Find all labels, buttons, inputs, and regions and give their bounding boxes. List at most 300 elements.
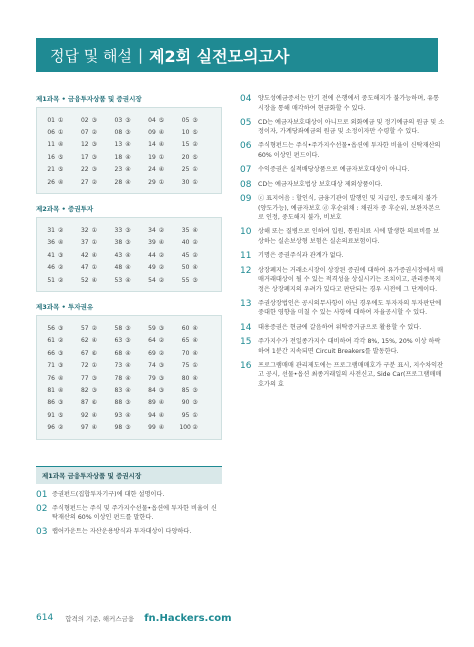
- question-number: 32: [80, 227, 89, 235]
- answer-cell: [79, 362, 113, 369]
- question-number: 64: [148, 337, 156, 345]
- answer-choice: ⑤: [58, 153, 64, 161]
- answer-choice: ②: [58, 424, 64, 432]
- question-number: 36: [47, 239, 55, 247]
- answer-cell: [179, 424, 213, 431]
- answer-row: [45, 384, 213, 396]
- answer-cell: [146, 129, 180, 136]
- answer-cell: [79, 252, 113, 259]
- answer-row: [45, 237, 213, 249]
- answer-choice: ④: [158, 424, 165, 432]
- question-number: 89: [148, 399, 156, 407]
- question-number: 46: [47, 264, 55, 272]
- question-number: 41: [47, 251, 55, 259]
- answer-choice: ④: [158, 166, 165, 174]
- item-text: 상해 또는 질병으로 인하여 입원, 통원치료 시에 발생한 의료비를 보상하는 실손보상형 보험은 실손의료보험이다.: [258, 228, 440, 245]
- answer-choice: ④: [58, 386, 64, 394]
- answer-row: [45, 249, 213, 261]
- answer-cell: [79, 375, 113, 382]
- question-number: 81: [47, 386, 55, 394]
- answer-row: [45, 151, 213, 163]
- answer-cell: [112, 375, 146, 382]
- question-number: 88: [114, 399, 123, 407]
- answer-choice: ④: [125, 264, 131, 272]
- answer-choice: ④: [125, 374, 131, 382]
- question-number: 15: [181, 141, 190, 149]
- question-number: 90: [181, 399, 190, 407]
- answer-cell: [112, 412, 146, 419]
- answer-choice: ④: [192, 264, 198, 272]
- answer-choice: ⑤: [192, 153, 198, 161]
- answer-choice: ④: [125, 276, 131, 284]
- question-number: 22: [80, 166, 89, 174]
- question-number: 52: [80, 276, 89, 284]
- question-number: 79: [148, 374, 156, 382]
- question-number: 37: [80, 239, 89, 247]
- answer-cell: [112, 227, 146, 234]
- answer-cell: [179, 350, 213, 357]
- question-number: 09: [148, 129, 156, 137]
- answer-choice: ③: [125, 337, 131, 345]
- answer-cell: [45, 362, 79, 369]
- answer-cell: [146, 350, 180, 357]
- item-text: 주식형펀드는 주식 및 주가지수선물•옵션에 투자한 비율이 신탁재산의 60% 이상인 펀드를 말한다.: [52, 504, 217, 522]
- question-number: 100: [179, 424, 191, 432]
- explanation-item: [240, 251, 445, 261]
- footer-site: fn.Hackers.com: [144, 612, 232, 624]
- item-number: 12: [240, 265, 252, 276]
- answer-cell: [179, 117, 213, 124]
- answer-cell: [112, 387, 146, 394]
- page-footer: [36, 611, 438, 625]
- question-number: 16: [47, 153, 55, 161]
- answer-cell: [146, 412, 180, 419]
- answer-choice: ①: [158, 153, 165, 161]
- question-number: 56: [47, 324, 55, 332]
- question-number: 27: [80, 178, 89, 186]
- answer-cell: [79, 424, 113, 431]
- answer-cell: [146, 117, 180, 124]
- answer-choice: ④: [91, 251, 97, 259]
- answer-choice: ②: [58, 227, 64, 235]
- answer-row: [45, 359, 213, 371]
- question-number: 08: [114, 129, 123, 137]
- answer-cell: [45, 325, 79, 332]
- answer-choice: ④: [192, 374, 198, 382]
- answer-cell: [146, 424, 180, 431]
- question-number: 40: [181, 239, 190, 247]
- question-number: 80: [181, 374, 190, 382]
- answer-cell: [179, 387, 213, 394]
- answer-cell: [79, 387, 113, 394]
- question-number: 87: [80, 399, 89, 407]
- question-number: 06: [47, 129, 55, 137]
- answer-cell: [79, 129, 113, 136]
- explanation-item: [240, 180, 445, 190]
- explanation-item: [240, 299, 445, 318]
- explanation-item: [240, 94, 445, 113]
- answer-cell: [45, 166, 79, 173]
- answer-cell: [146, 264, 180, 271]
- item-text: 랩어카운트는 자산운용방식과 투자대상이 다양하다.: [52, 528, 192, 535]
- answer-cell: [45, 350, 79, 357]
- explanation-item: [240, 337, 445, 356]
- answer-cell: [79, 141, 113, 148]
- answer-choice: ④: [91, 337, 97, 345]
- answer-row: [45, 274, 213, 286]
- answer-row: [45, 114, 213, 126]
- answer-choice: ⑥: [91, 399, 97, 407]
- question-number: 57: [80, 324, 89, 332]
- answer-choice: ④: [125, 386, 131, 394]
- question-number: 07: [80, 129, 89, 137]
- explanation-item: [240, 141, 445, 160]
- question-number: 23: [114, 166, 123, 174]
- right-column: [240, 94, 445, 394]
- question-number: 12: [80, 141, 89, 149]
- question-number: 70: [181, 349, 190, 357]
- answer-choice: ④: [158, 399, 165, 407]
- question-number: 11: [47, 141, 55, 149]
- answer-choice: ④: [125, 153, 131, 161]
- item-text: CD는 예금자보호법상 보호대상 제외상품이다.: [258, 180, 383, 188]
- item-text: 수익증권은 실적배당상품으로 예금자보호대상이 아니다.: [258, 166, 410, 174]
- answer-row: [45, 409, 213, 421]
- answer-choice: ③: [58, 362, 64, 370]
- explanation-item: [240, 323, 445, 333]
- answer-choice: ④: [125, 141, 131, 149]
- answer-choice: ④: [192, 324, 198, 332]
- question-number: 13: [114, 141, 123, 149]
- question-number: 43: [114, 251, 123, 259]
- answer-cell: [79, 264, 113, 271]
- answer-choice: ④: [125, 349, 131, 357]
- question-number: 85: [181, 386, 190, 394]
- answer-choice: ④: [125, 251, 131, 259]
- question-number: 48: [114, 264, 123, 272]
- answer-cell: [45, 141, 79, 148]
- question-number: 98: [114, 424, 123, 432]
- answer-cell: [146, 325, 180, 332]
- question-number: 95: [181, 411, 190, 419]
- answer-choice: ⑤: [158, 116, 165, 124]
- section-title: 제1과목 • 금융투자상품 및 증권시장: [36, 95, 142, 103]
- answer-cell: [45, 252, 79, 259]
- question-number: 63: [114, 337, 123, 345]
- answer-choice: ②: [158, 264, 165, 272]
- answer-choice: ④: [192, 349, 198, 357]
- answer-cell: [112, 179, 146, 186]
- answer-cell: [112, 141, 146, 148]
- question-number: 49: [148, 264, 156, 272]
- answer-choice: ②: [192, 251, 198, 259]
- question-number: 54: [148, 276, 156, 284]
- answer-choice: ③: [192, 386, 198, 394]
- answer-cell: [112, 362, 146, 369]
- answer-cell: [45, 387, 79, 394]
- answer-choice: ②: [192, 424, 198, 432]
- answer-cell: [146, 252, 180, 259]
- question-number: 67: [80, 349, 89, 357]
- question-number: 55: [181, 276, 190, 284]
- answer-cell: [45, 129, 79, 136]
- question-number: 86: [47, 399, 55, 407]
- question-number: 58: [114, 324, 123, 332]
- question-number: 33: [114, 227, 123, 235]
- answer-choice: ②: [192, 141, 198, 149]
- answer-row: [45, 164, 213, 176]
- answer-row: [45, 347, 213, 359]
- answer-choice: ①: [58, 116, 64, 124]
- answer-cell: [79, 337, 113, 344]
- answer-cell: [146, 179, 180, 186]
- answer-cell: [112, 154, 146, 161]
- explanation-item: [36, 527, 222, 537]
- answer-cell: [179, 264, 213, 271]
- question-number: 50: [181, 264, 190, 272]
- answer-row: [45, 262, 213, 274]
- question-number: 69: [148, 349, 156, 357]
- question-number: 68: [114, 349, 123, 357]
- answer-cell: [112, 325, 146, 332]
- answer-cell: [146, 337, 180, 344]
- answer-cell: [45, 239, 79, 246]
- answer-choice: ③: [125, 116, 131, 124]
- answer-choice: ④: [58, 239, 64, 247]
- question-number: 01: [47, 116, 55, 124]
- item-number: 01: [36, 489, 48, 500]
- item-number: 14: [240, 322, 252, 333]
- answer-cell: [79, 399, 113, 406]
- answer-choice: ③: [158, 362, 165, 370]
- answer-choice: ②: [158, 349, 165, 357]
- answer-choice: ④: [58, 141, 64, 149]
- explanation-item: [240, 266, 445, 295]
- answer-choice: ④: [125, 362, 131, 370]
- question-number: 74: [148, 362, 156, 370]
- question-number: 96: [47, 424, 55, 432]
- answer-choice: ⑤: [192, 129, 198, 137]
- answer-choice: ④: [125, 178, 131, 186]
- question-number: 62: [80, 337, 89, 345]
- answer-choice: ②: [158, 276, 165, 284]
- answer-cell: [45, 375, 79, 382]
- answer-cell: [79, 412, 113, 419]
- answer-choice: ②: [91, 129, 97, 137]
- answer-choice: ③: [158, 386, 165, 394]
- answer-cell: [179, 252, 213, 259]
- explanation-item: [36, 504, 222, 523]
- answer-cell: [179, 154, 213, 161]
- explanation-item: [240, 361, 445, 390]
- answer-cell: [45, 154, 79, 161]
- answer-cell: [112, 350, 146, 357]
- answer-choice: ③: [58, 399, 64, 407]
- answer-choice: ③: [192, 116, 198, 124]
- answer-row: [45, 421, 213, 433]
- answer-cell: [146, 387, 180, 394]
- answer-cell: [179, 129, 213, 136]
- question-number: 05: [181, 116, 190, 124]
- answer-row: [45, 126, 213, 138]
- question-number: 47: [80, 264, 89, 272]
- answer-choice: ③: [125, 129, 131, 137]
- answer-cell: [112, 264, 146, 271]
- answer-cell: [179, 227, 213, 234]
- answer-choice: ①: [91, 264, 97, 272]
- right-explanations: [240, 94, 445, 389]
- answer-choice: ②: [58, 337, 64, 345]
- question-number: 76: [47, 374, 55, 382]
- question-number: 94: [148, 411, 156, 419]
- question-number: 78: [114, 374, 123, 382]
- question-number: 72: [80, 362, 89, 370]
- item-text: ⓒ 표지어음 : 할인식, 금융기관이 발행인 및 지급인, 중도해지 불가(양도가능), 예금자보호 ⓓ 후순위채 : 채권자 중 후순위, 보완자본으로 인정, 중도해지 불가, 비보호: [258, 195, 441, 222]
- page-header: [36, 38, 438, 72]
- question-number: 97: [80, 424, 89, 432]
- answer-choice: ②: [91, 178, 97, 186]
- page-number: 614: [36, 613, 54, 623]
- header-separator: |: [138, 46, 144, 64]
- answer-cell: [146, 166, 180, 173]
- item-number: 10: [240, 227, 252, 238]
- question-number: 83: [114, 386, 123, 394]
- answer-cell: [112, 239, 146, 246]
- answer-choice: ①: [158, 178, 165, 186]
- answer-row: [45, 139, 213, 151]
- question-number: 39: [148, 239, 156, 247]
- item-number: 04: [240, 94, 252, 104]
- answer-cell: [45, 424, 79, 431]
- left-column: [36, 94, 222, 541]
- item-number: 13: [240, 298, 252, 309]
- question-number: 44: [148, 251, 156, 259]
- question-number: 29: [148, 178, 156, 186]
- question-number: 75: [181, 362, 190, 370]
- answer-row: [45, 372, 213, 384]
- answer-choice: ③: [91, 166, 97, 174]
- answer-cell: [112, 129, 146, 136]
- answer-cell: [79, 277, 113, 284]
- answer-row: [45, 176, 213, 188]
- question-number: 02: [80, 116, 89, 124]
- item-number: 09: [240, 194, 252, 205]
- answer-choice: ③: [91, 141, 97, 149]
- answer-cell: [146, 141, 180, 148]
- question-number: 34: [148, 227, 156, 235]
- question-number: 51: [47, 276, 55, 284]
- section-title: 제2과목 • 증권투자: [36, 205, 94, 214]
- answer-choice: ①: [192, 411, 198, 419]
- item-text: 상장폐지는 거래소시장이 상장된 증권에 대하여 유가증권시장에서 매매거래대상이 될 수 있는 적격성을 상실시키는 조치이고, 관리종목지정은 상장폐지의 우려가 있다고 판단되는 경우 시전에 그 단계이다.: [258, 266, 444, 293]
- item-number: 15: [240, 337, 252, 347]
- answer-cell: [45, 412, 79, 419]
- item-text: 주식형펀드는 주식•주가지수선물•옵션에 투자한 비율이 신탁재산의 60% 이상인 펀드이다.: [258, 142, 441, 159]
- answer-grid: [36, 217, 222, 292]
- answer-cell: [179, 166, 213, 173]
- answer-cell: [179, 141, 213, 148]
- answer-cell: [45, 337, 79, 344]
- answer-grid: [36, 315, 222, 440]
- answer-cell: [179, 325, 213, 332]
- answer-row: [45, 224, 213, 236]
- item-text: 양도성예금증서는 만기 전에 은행에서 중도해지가 불가능하며, 유통시장을 통해 매각하여 현금화할 수 있다.: [258, 95, 440, 112]
- answer-choice: ③: [125, 399, 131, 407]
- left-explanations: [36, 490, 222, 537]
- answer-cell: [146, 239, 180, 246]
- answer-cell: [45, 117, 79, 124]
- question-number: 21: [47, 166, 55, 174]
- question-number: 93: [114, 411, 123, 419]
- item-text: CD는 예금자보호대상이 아니므로 외화예금 및 정기예금의 원금 및 소정이자, 가계당좌예금의 원금 및 소정이자만 수령할 수 있다.: [258, 118, 445, 136]
- answer-choice: ⑤: [58, 166, 64, 174]
- answer-cell: [179, 239, 213, 246]
- answer-choice: ②: [58, 264, 64, 272]
- item-text: 프로그램매매 관리제도에는 프로그램매매호가 구분 표시, 지수차익잔고 공시, 선물•옵션 최종거래일의 사전신고, Side Car(프로그램매매호가의 효: [258, 361, 444, 388]
- answer-choice: ②: [158, 227, 165, 235]
- answer-cell: [79, 325, 113, 332]
- answer-cell: [45, 277, 79, 284]
- answer-cell: [146, 227, 180, 234]
- answer-cell: [112, 424, 146, 431]
- answer-cell: [112, 166, 146, 173]
- answer-choice: ③: [125, 424, 131, 432]
- item-number: 06: [240, 141, 252, 152]
- answer-cell: [112, 399, 146, 406]
- question-number: 61: [47, 337, 55, 345]
- answer-choice: ③: [91, 374, 97, 382]
- question-number: 18: [114, 153, 123, 161]
- answer-choice: ①: [91, 239, 97, 247]
- header-prefix: 정답 및 해설: [50, 46, 132, 65]
- answer-choice: ②: [91, 324, 97, 332]
- question-number: 73: [114, 362, 123, 370]
- answer-cell: [112, 252, 146, 259]
- answer-choice: ③: [158, 324, 165, 332]
- answer-choice: ③: [58, 324, 64, 332]
- item-text: 대용증권은 현금에 갈음하여 위탁증거금으로 활용할 수 있다.: [258, 323, 422, 331]
- answer-choice: ①: [192, 178, 198, 186]
- answer-cell: [146, 375, 180, 382]
- answer-choice: ⑥: [91, 349, 97, 357]
- footer-slogan: 합격의 기준, 해커스금융: [65, 614, 135, 623]
- answer-choice: ③: [91, 386, 97, 394]
- answer-cell: [146, 277, 180, 284]
- answer-choice: ④: [125, 166, 131, 174]
- answer-cell: [79, 166, 113, 173]
- question-number: 30: [181, 178, 190, 186]
- answer-choice: ③: [125, 239, 131, 247]
- answer-choice: ④: [158, 239, 165, 247]
- answer-cell: [79, 154, 113, 161]
- answer-cell: [179, 399, 213, 406]
- question-number: 77: [80, 374, 89, 382]
- question-number: 04: [148, 116, 156, 124]
- explanation-item: [240, 165, 445, 175]
- answer-cell: [179, 337, 213, 344]
- answer-cell: [179, 179, 213, 186]
- question-number: 35: [181, 227, 190, 235]
- question-number: 38: [114, 239, 123, 247]
- answer-choice: ④: [158, 129, 165, 137]
- explanation-item: [240, 194, 445, 223]
- explanation-item: [36, 490, 222, 500]
- question-number: 24: [148, 166, 156, 174]
- answer-cell: [179, 277, 213, 284]
- question-number: 28: [114, 178, 123, 186]
- answer-choice: ①: [91, 227, 97, 235]
- answer-cell: [79, 179, 113, 186]
